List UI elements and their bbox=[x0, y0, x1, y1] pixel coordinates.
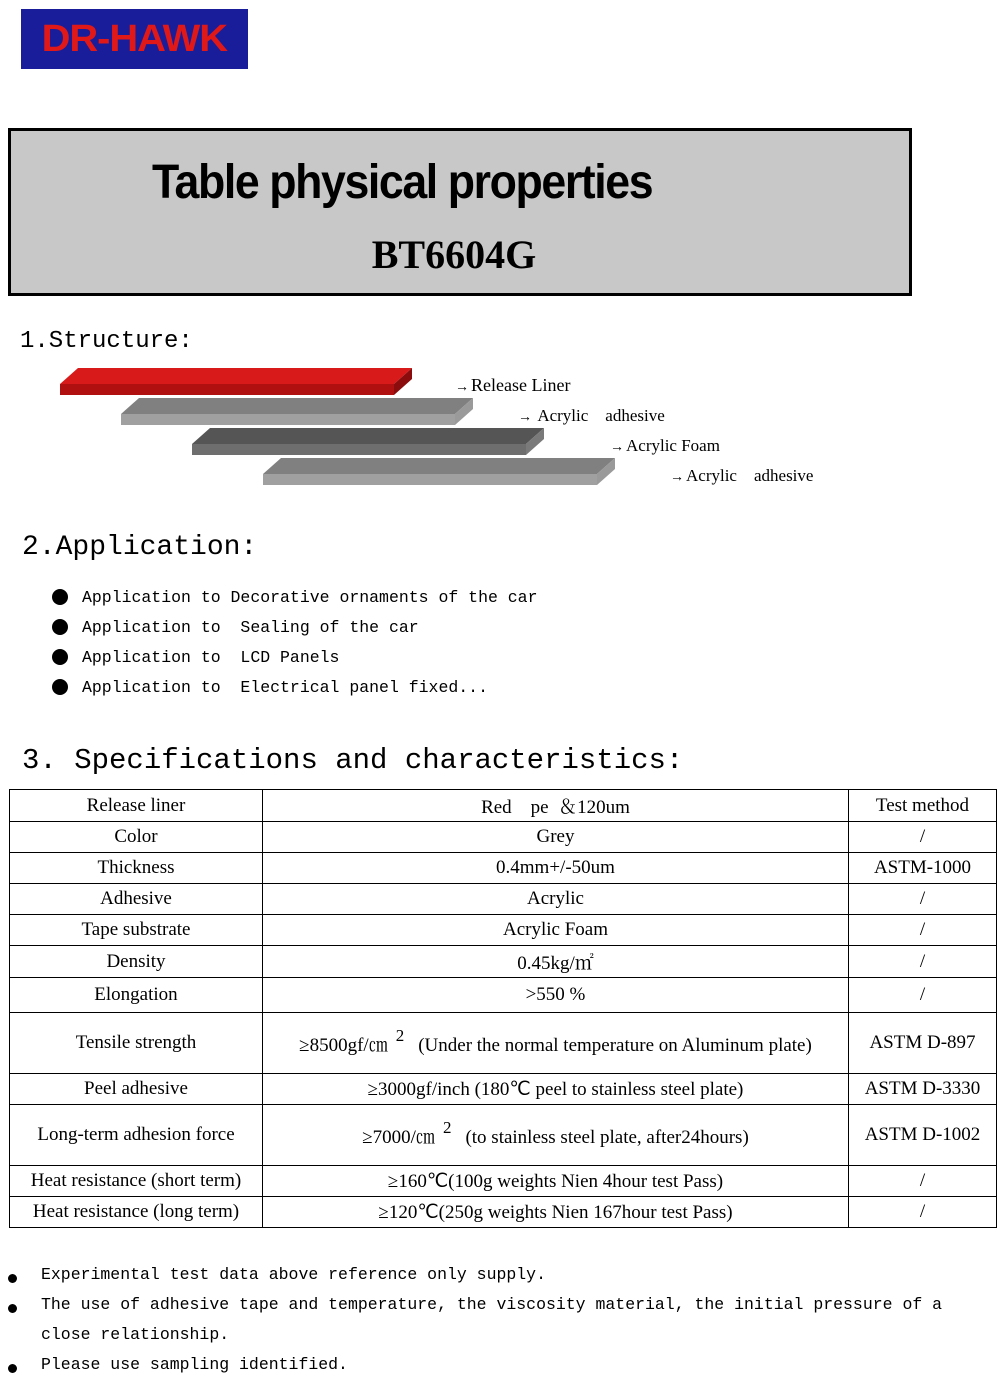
cell-value: ≥3000gf/inch (180℃ peel to stainless steel plate) bbox=[263, 1074, 849, 1105]
arrow-icon: → bbox=[670, 470, 684, 485]
table-row bbox=[10, 1013, 997, 1074]
cell-method: / bbox=[849, 978, 997, 1013]
bullet-icon bbox=[8, 1304, 17, 1313]
application-list bbox=[52, 582, 537, 702]
layer-4-shape bbox=[263, 458, 615, 485]
structure-diagram bbox=[0, 360, 860, 490]
bullet-icon bbox=[52, 589, 68, 605]
cell-method: / bbox=[849, 915, 997, 946]
cell-method: Test method bbox=[849, 790, 997, 822]
table-row bbox=[10, 1074, 997, 1105]
cell-value: >550 % bbox=[263, 978, 849, 1013]
cell-method: ASTM D-897 bbox=[849, 1013, 997, 1074]
logo-text: DR-HAWK bbox=[41, 17, 228, 60]
title-box bbox=[8, 128, 912, 296]
note-item: Experimental test data above reference only supply. bbox=[8, 1260, 988, 1290]
cell-property: Color bbox=[10, 822, 263, 853]
layer-label-acrylic-foam: → Acrylic Foam bbox=[610, 436, 720, 455]
bullet-icon bbox=[52, 619, 68, 635]
cell-method: / bbox=[849, 946, 997, 978]
cell-value: ≥8500gf/㎝ 2 (Under the normal temperature on Aluminum plate) bbox=[263, 1013, 849, 1074]
table-row bbox=[10, 822, 997, 853]
cell-value: ≥160℃(100g weights Nien 4hour test Pass) bbox=[263, 1166, 849, 1197]
cell-method: ASTM D-3330 bbox=[849, 1074, 997, 1105]
cell-value: ≥7000/㎝ 2 (to stainless steel plate, after24hours) bbox=[263, 1105, 849, 1166]
cell-property: Density bbox=[10, 946, 263, 978]
table-row bbox=[10, 915, 997, 946]
cell-value: 0.4mm+/-50um bbox=[263, 853, 849, 884]
cell-value: ≥120℃(250g weights Nien 167hour test Pass) bbox=[263, 1197, 849, 1228]
arrow-icon: → bbox=[518, 410, 532, 425]
table-row bbox=[10, 946, 997, 978]
cell-property: Heat resistance (short term) bbox=[10, 1166, 263, 1197]
bullet-icon bbox=[52, 649, 68, 665]
table-row bbox=[10, 1197, 997, 1228]
table-row bbox=[10, 978, 997, 1013]
cell-value: Acrylic Foam bbox=[263, 915, 849, 946]
layer-2-shape bbox=[121, 398, 473, 425]
specs-heading: 3. Specifications and characteristics: bbox=[22, 744, 684, 777]
layer-label-acrylic-adhesive-top: → Acrylic adhesive bbox=[518, 406, 665, 425]
cell-method: / bbox=[849, 822, 997, 853]
cell-value: Red pe ＆120um bbox=[263, 790, 849, 822]
cell-property: Long-term adhesion force bbox=[10, 1105, 263, 1166]
application-heading: 2.Application: bbox=[22, 532, 258, 563]
structure-heading: 1.Structure: bbox=[20, 328, 193, 355]
arrow-icon: → bbox=[610, 440, 624, 455]
layer-3-shape bbox=[192, 428, 544, 455]
table-row bbox=[10, 884, 997, 915]
cell-method: / bbox=[849, 1166, 997, 1197]
list-item: Application to Sealing of the car bbox=[52, 612, 537, 642]
layer-label-release-liner: → Release Liner bbox=[455, 375, 571, 395]
specs-table bbox=[9, 789, 997, 1228]
cell-property: Heat resistance (long term) bbox=[10, 1197, 263, 1228]
table-row bbox=[10, 1166, 997, 1197]
note-item: The use of adhesive tape and temperature, the viscosity material, the initial pressure of a close relationship. bbox=[8, 1290, 988, 1350]
cell-method: / bbox=[849, 1197, 997, 1228]
bullet-icon bbox=[8, 1274, 17, 1283]
bullet-icon bbox=[8, 1364, 17, 1373]
notes-list bbox=[8, 1260, 988, 1379]
note-item: Please use sampling identified. bbox=[8, 1350, 988, 1379]
list-item: Application to LCD Panels bbox=[52, 642, 537, 672]
product-model: BT6604G bbox=[371, 232, 537, 277]
cell-property: Release liner bbox=[10, 790, 263, 822]
cell-value: Grey bbox=[263, 822, 849, 853]
cell-property: Adhesive bbox=[10, 884, 263, 915]
cell-property: Peel adhesive bbox=[10, 1074, 263, 1105]
table-row bbox=[10, 790, 997, 822]
table-row bbox=[10, 853, 997, 884]
cell-property: Elongation bbox=[10, 978, 263, 1013]
cell-property: Tensile strength bbox=[10, 1013, 263, 1074]
cell-method: / bbox=[849, 884, 997, 915]
cell-method: ASTM-1000 bbox=[849, 853, 997, 884]
brand-logo bbox=[21, 9, 248, 69]
list-item: Application to Decorative ornaments of the car bbox=[52, 582, 537, 612]
cell-method: ASTM D-1002 bbox=[849, 1105, 997, 1166]
table-row bbox=[10, 1105, 997, 1166]
layer-label-acrylic-adhesive-bottom: → Acrylic adhesive bbox=[670, 466, 814, 485]
layer-1-shape bbox=[60, 368, 412, 395]
cell-property: Tape substrate bbox=[10, 915, 263, 946]
bullet-icon bbox=[52, 679, 68, 695]
cell-value: Acrylic bbox=[263, 884, 849, 915]
cell-value: 0.45kg/㎡ bbox=[263, 946, 849, 978]
list-item: Application to Electrical panel fixed... bbox=[52, 672, 537, 702]
cell-property: Thickness bbox=[10, 853, 263, 884]
page-title: Table physical properties bbox=[152, 156, 653, 209]
arrow-icon: → bbox=[455, 380, 469, 395]
